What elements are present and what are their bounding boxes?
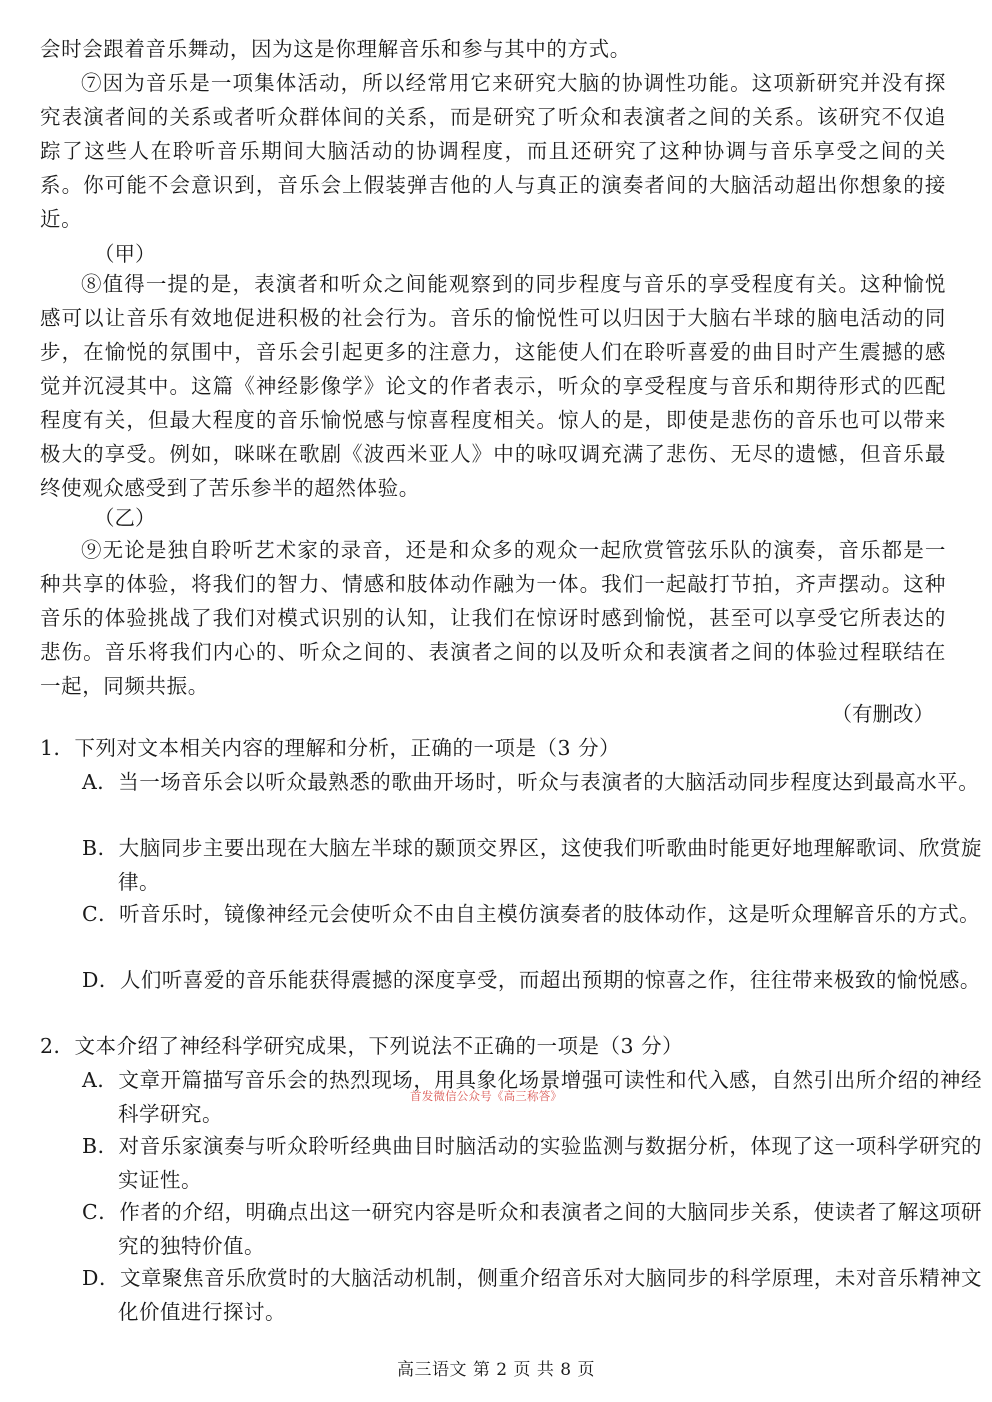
question-2-option-c: C．作者的介绍，明确点出这一研究内容是听众和表演者之间的大脑同步关系，使读者了解这项研究的独特价值。 xyxy=(82,1200,982,1258)
question-1-option-a: A．当一场音乐会以听众最熟悉的歌曲开场时，听众与表演者的大脑活动同步程度达到最高水平。 xyxy=(82,770,980,794)
passage-paragraph-continued: 会时会跟着音乐舞动，因为这是你理解音乐和参与其中的方式。 xyxy=(40,37,631,61)
page-footer: 高三语文 第 2 页 共 8 页 xyxy=(396,1360,596,1380)
question-1-stem: 1．下列对文本相关内容的理解和分析，正确的一项是（3 分） xyxy=(40,736,621,760)
question-2-stem: 2．文本介绍了神经科学研究成果，下列说法不正确的一项是（3 分） xyxy=(40,1034,684,1058)
abridged-note: （有删改） xyxy=(831,702,934,726)
passage-paragraph-8: ⑧值得一提的是，表演者和听众之间能观察到的同步程度与音乐的享受程度有关。这种愉悦感可以让音乐有效地促进积极的社会行为。音乐的愉悦性可以归因于大脑右半球的脑电活动的同步，在愉悦的氛围中，音乐会引起更多的注意力，这能使人们在聆听喜爱的曲目时产生震撼的感觉并沉浸其中。这篇《神经影像学》论文的作者表示，听众的享受程度与音乐和期待形式的匹配程度有关，但最大程度的音乐愉悦感与惊喜程度相关。惊人的是，即使是悲伤的音乐也可以带来极大的享受。例如，咪咪在歌剧《波西米亚人》中的咏叹调充满了悲伤、无尽的遗憾，但音乐最终使观众感受到了苦乐参半的超然体验。 xyxy=(40,272,946,500)
section-marker-yi: （乙） xyxy=(94,506,156,530)
watermark-text: 首发微信公众号《高三称答》 xyxy=(410,1089,563,1103)
question-2-option-a: A．文章开篇描写音乐会的热烈现场，用具象化场景增强可读性和代入感，自然引出所介绍的神经科学研究。 xyxy=(82,1068,982,1126)
question-2-option-b: B．对音乐家演奏与听众聆听经典曲目时脑活动的实验监测与数据分析，体现了这一项科学研究的实证性。 xyxy=(82,1134,982,1192)
question-1-option-d: D．人们听喜爱的音乐能获得震撼的深度享受，而超出预期的惊喜之作，往往带来极致的愉悦感。 xyxy=(82,968,981,992)
passage-paragraph-9: ⑨无论是独自聆听艺术家的录音，还是和众多的观众一起欣赏管弦乐队的演奏，音乐都是一种共享的体验，将我们的智力、情感和肢体动作融为一体。我们一起敲打节拍，齐声摆动。这种音乐的体验挑战了我们对模式识别的认知，让我们在惊讶时感到愉悦，甚至可以享受它所表达的悲伤。音乐将我们内心的、听众之间的、表演者之间的以及听众和表演者之间的体验过程联结在一起，同频共振。 xyxy=(40,538,946,698)
section-marker-jia: （甲） xyxy=(94,242,156,266)
question-2-option-d: D．文章聚焦音乐欣赏时的大脑活动机制，侧重介绍音乐对大脑同步的科学原理，未对音乐精神文化价值进行探讨。 xyxy=(82,1266,982,1324)
question-1-option-b: B．大脑同步主要出现在大脑左半球的颞顶交界区，这使我们听歌曲时能更好地理解歌词、欣赏旋律。 xyxy=(82,836,982,894)
question-1-option-c: C．听音乐时，镜像神经元会使听众不由自主模仿演奏者的肢体动作，这是听众理解音乐的方式。 xyxy=(82,902,981,926)
passage-paragraph-7: ⑦因为音乐是一项集体活动，所以经常用它来研究大脑的协调性功能。这项新研究并没有探究表演者间的关系或者听众群体间的关系，而是研究了听众和表演者之间的关系。该研究不仅追踪了这些人在聆听音乐期间大脑活动的协调程度，而且还研究了这种协调与音乐享受之间的关系。你可能不会意识到，音乐会上假装弹吉他的人与真正的演奏者间的大脑活动超出你想象的接近。 xyxy=(40,71,946,231)
